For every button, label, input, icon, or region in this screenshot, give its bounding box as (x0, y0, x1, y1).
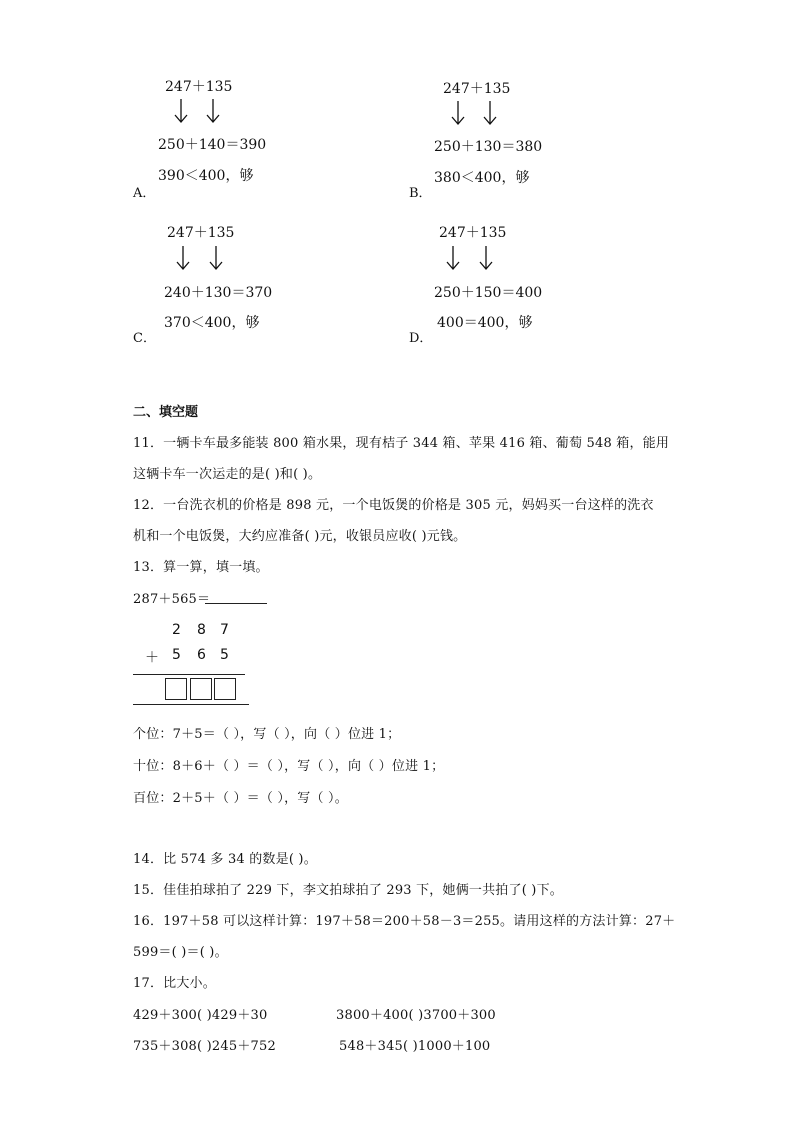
question-13-ones: 个位：7＋5＝（ ），写（ ），向（ ）位进 1； (133, 727, 401, 742)
option-a-expression: 247＋135 (165, 79, 233, 95)
question-14: 14．比 574 多 34 的数是( )。 (133, 852, 317, 867)
question-13-tens: 十位：8＋6＋（ ）＝（ ），写（ ），向（ ）位进 1； (133, 759, 445, 774)
down-arrow-icon (206, 98, 220, 124)
option-c-compare: 370＜400，够 (164, 315, 260, 331)
compare-row1-left: 429＋300( )429＋30 (133, 1008, 268, 1023)
question-17-title: 17．比大小。 (133, 976, 216, 991)
bottom-digit: 6 (197, 647, 206, 663)
option-d-compare: 400＝400，够 (437, 315, 533, 331)
question-13-hundreds: 百位：2＋5＋（ ）＝（ ），写（ ）。 (133, 791, 348, 806)
down-arrow-icon (174, 98, 188, 124)
option-d-letter: D． (409, 331, 433, 346)
question-16-line1: 16．197＋58 可以这样计算：197＋58＝200＋58－3＝255。请用这样的方法计算：27＋ (133, 914, 676, 929)
bottom-line (133, 704, 249, 705)
question-13-title: 13．算一算，填一填。 (133, 560, 269, 575)
down-arrow-icon (479, 245, 493, 271)
bottom-digit: 5 (172, 647, 181, 663)
down-arrow-icon (176, 245, 190, 271)
option-b-letter: B． (409, 186, 432, 201)
down-arrow-icon (483, 100, 497, 126)
option-b-step: 250＋130＝380 (434, 139, 543, 155)
compare-row2-right: 548＋345( )1000＋100 (339, 1039, 491, 1054)
question-16-line2: 599＝( )＝( )。 (133, 945, 228, 960)
plus-sign: ＋ (145, 650, 159, 666)
top-digit: 7 (220, 622, 229, 638)
question-15: 15．佳佳拍球拍了 229 下，李文拍球拍了 293 下，她俩一共拍了( )下。 (133, 883, 563, 898)
option-b-expression: 247＋135 (443, 81, 511, 97)
option-c-expression: 247＋135 (167, 225, 235, 241)
down-arrow-icon (451, 100, 465, 126)
option-d-step: 250＋150＝400 (434, 285, 543, 301)
question-12-line1: 12．一台洗衣机的价格是 898 元，一个电饭煲的价格是 305 元，妈妈买一台这样的洗衣 (133, 498, 654, 513)
compare-row2-left: 735＋308( )245＋752 (133, 1039, 276, 1054)
answer-box[interactable] (190, 678, 212, 700)
option-a-letter: A． (133, 186, 156, 201)
down-arrow-icon (446, 245, 460, 271)
option-a-compare: 390＜400，够 (158, 168, 254, 184)
compare-row1-right: 3800＋400( )3700＋300 (336, 1008, 496, 1023)
option-c-letter: C． (133, 331, 156, 346)
answer-underline[interactable] (205, 603, 267, 604)
option-c-step: 240＋130＝370 (164, 285, 273, 301)
top-digit: 2 (172, 622, 181, 638)
answer-box[interactable] (214, 678, 236, 700)
option-b-compare: 380＜400，够 (434, 170, 530, 186)
question-11-line2: 这辆卡车一次运走的是( )和( )。 (133, 467, 322, 482)
bottom-digit: 5 (220, 647, 229, 663)
down-arrow-icon (209, 245, 223, 271)
question-13-equation: 287＋565＝ (133, 592, 211, 607)
option-d-expression: 247＋135 (439, 225, 507, 241)
section-title: 二、填空题 (133, 405, 199, 420)
top-digit: 8 (197, 622, 206, 638)
question-11-line1: 11．一辆卡车最多能装 800 箱水果，现有桔子 344 箱、苹果 416 箱、葡萄 548 箱，能用 (133, 436, 670, 451)
sum-line (133, 674, 245, 675)
question-12-line2: 机和一个电饭煲，大约应准备( )元，收银员应收( )元钱。 (133, 529, 467, 544)
option-a-step: 250＋140＝390 (158, 137, 267, 153)
answer-box[interactable] (165, 678, 187, 700)
